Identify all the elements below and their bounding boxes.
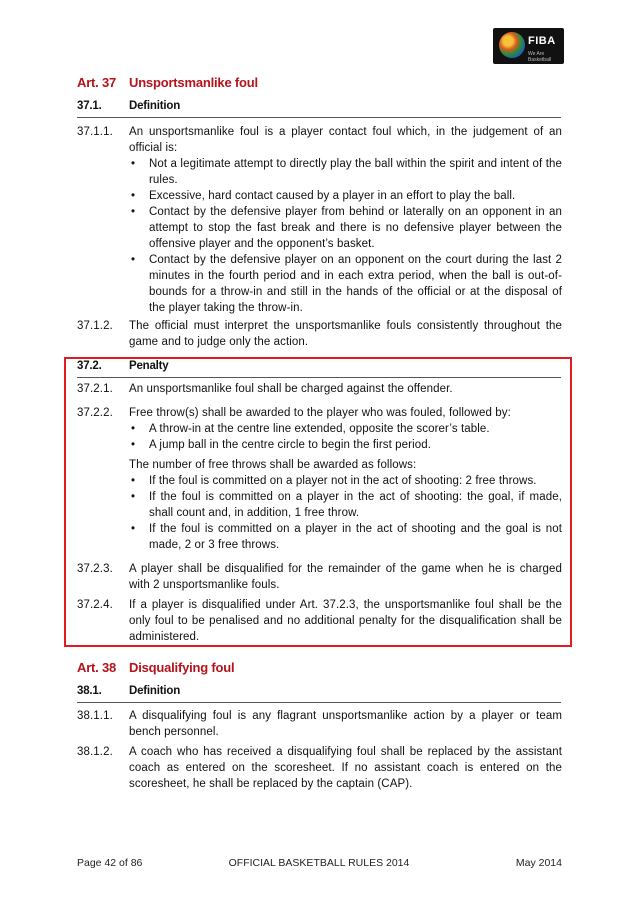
bullet-list (129, 473, 562, 553)
article-number: Art. 38 (77, 660, 117, 675)
section-title: Definition (129, 685, 181, 697)
logo-tagline: We Are Basketball (528, 51, 552, 63)
list-item: • Contact by the defensive player on an opponent on the court during the last 2 minutes in the fourth period and in each extra period, when the ball is out-of-bounds for a throw-in and still in the hands of the official or at the disposal of the player taking the throw-in. (129, 252, 562, 316)
paragraph-number: 37.1.1. (77, 126, 113, 138)
list-item: • Not a legitimate attempt to directly play the ball within the spirit and intent of the rules. (129, 156, 562, 188)
paragraph-37-1-2 (77, 318, 562, 350)
paragraph-37-2-2 (77, 405, 562, 553)
section-divider (77, 702, 561, 703)
footer-title: OFFICIAL BASKETBALL RULES 2014 (228, 857, 410, 869)
paragraph-text: If a player is disqualified under Art. 37.2.3, the unsportsmanlike foul shall be the only foul to be penalised and no additional penalty for the disqualification shall be administered. (129, 599, 562, 643)
paragraph-38-1-1 (77, 708, 562, 740)
paragraph-text: A disqualifying foul is any flagrant unsportsmanlike action by a player or team bench personnel. (129, 710, 562, 738)
section-title: Definition (129, 100, 181, 112)
logo-brand: FIBA (528, 35, 556, 47)
list-item: • If the foul is committed on a player not in the act of shooting: 2 free throws. (129, 473, 562, 489)
paragraph-38-1-2 (77, 744, 562, 792)
paragraph-text: The official must interpret the unsportsmanlike fouls consistently throughout the game and to judge only the action. (129, 320, 562, 348)
list-item: • A jump ball in the centre circle to begin the first period. (129, 437, 562, 453)
paragraph-text: An unsportsmanlike foul is a player contact foul which, in the judgement of an official is: (129, 126, 562, 154)
article-number: Art. 37 (77, 75, 117, 90)
section-37-2-heading (77, 360, 169, 372)
section-divider (77, 377, 561, 378)
section-title: Penalty (129, 360, 169, 372)
paragraph-number: 37.2.1. (77, 383, 113, 395)
paragraph-37-2-3 (77, 561, 562, 593)
section-number: 37.2. (77, 360, 102, 372)
article-title: Unsportsmanlike foul (129, 75, 258, 90)
footer-date: May 2014 (515, 857, 562, 869)
list-item: • Contact by the defensive player from behind or laterally on an opponent in an attempt to stop the fast break and there is no defensive player between the offensive player and the opponent’s basket. (129, 204, 562, 252)
section-number: 37.1. (77, 100, 102, 112)
article-38-heading (77, 660, 234, 675)
list-item: • A throw-in at the centre line extended, opposite the scorer’s table. (129, 421, 562, 437)
paragraph-37-2-4 (77, 597, 562, 645)
bullet-list (129, 421, 562, 453)
paragraph-number: 38.1.2. (77, 746, 113, 758)
paragraph-text: A player shall be disqualified for the remainder of the game when he is charged with 2 unsportsmanlike fouls. (129, 563, 562, 591)
section-divider (77, 117, 561, 118)
list-item: • Excessive, hard contact caused by a player in an effort to play the ball. (129, 188, 562, 204)
article-title: Disqualifying foul (129, 660, 235, 675)
basketball-globe-icon (499, 32, 525, 58)
paragraph-37-1-1 (77, 124, 562, 316)
footer-page-number: Page 42 of 86 (77, 857, 143, 869)
paragraph-number: 38.1.1. (77, 710, 113, 722)
list-item: • If the foul is committed on a player in the act of shooting and the goal is not made, 2 or 3 free throws. (129, 521, 562, 553)
list-item: • If the foul is committed on a player in the act of shooting: the goal, if made, shall count and, in addition, 1 free throw. (129, 489, 562, 521)
paragraph-number: 37.2.2. (77, 407, 113, 419)
paragraph-text: Free throw(s) shall be awarded to the player who was fouled, followed by: (129, 407, 511, 419)
section-number: 38.1. (77, 685, 102, 697)
bullet-list (129, 156, 562, 316)
section-37-1-heading (77, 100, 180, 112)
section-38-1-heading (77, 685, 180, 697)
paragraph-text: An unsportsmanlike foul shall be charged against the offender. (129, 383, 453, 395)
paragraph-number: 37.1.2. (77, 320, 113, 332)
paragraph-text: The number of free throws shall be awarded as follows: (129, 459, 417, 471)
paragraph-text: A coach who has received a disqualifying foul shall be replaced by the assistant coach as entered on the scoresheet. If no assistant coach is entered on the scoresheet, he shall be replaced by the captain (CAP). (129, 746, 562, 790)
article-37-heading (77, 75, 258, 90)
paragraph-number: 37.2.4. (77, 599, 113, 611)
paragraph-37-2-1 (77, 381, 562, 397)
paragraph-number: 37.2.3. (77, 563, 113, 575)
fiba-logo (493, 28, 564, 64)
